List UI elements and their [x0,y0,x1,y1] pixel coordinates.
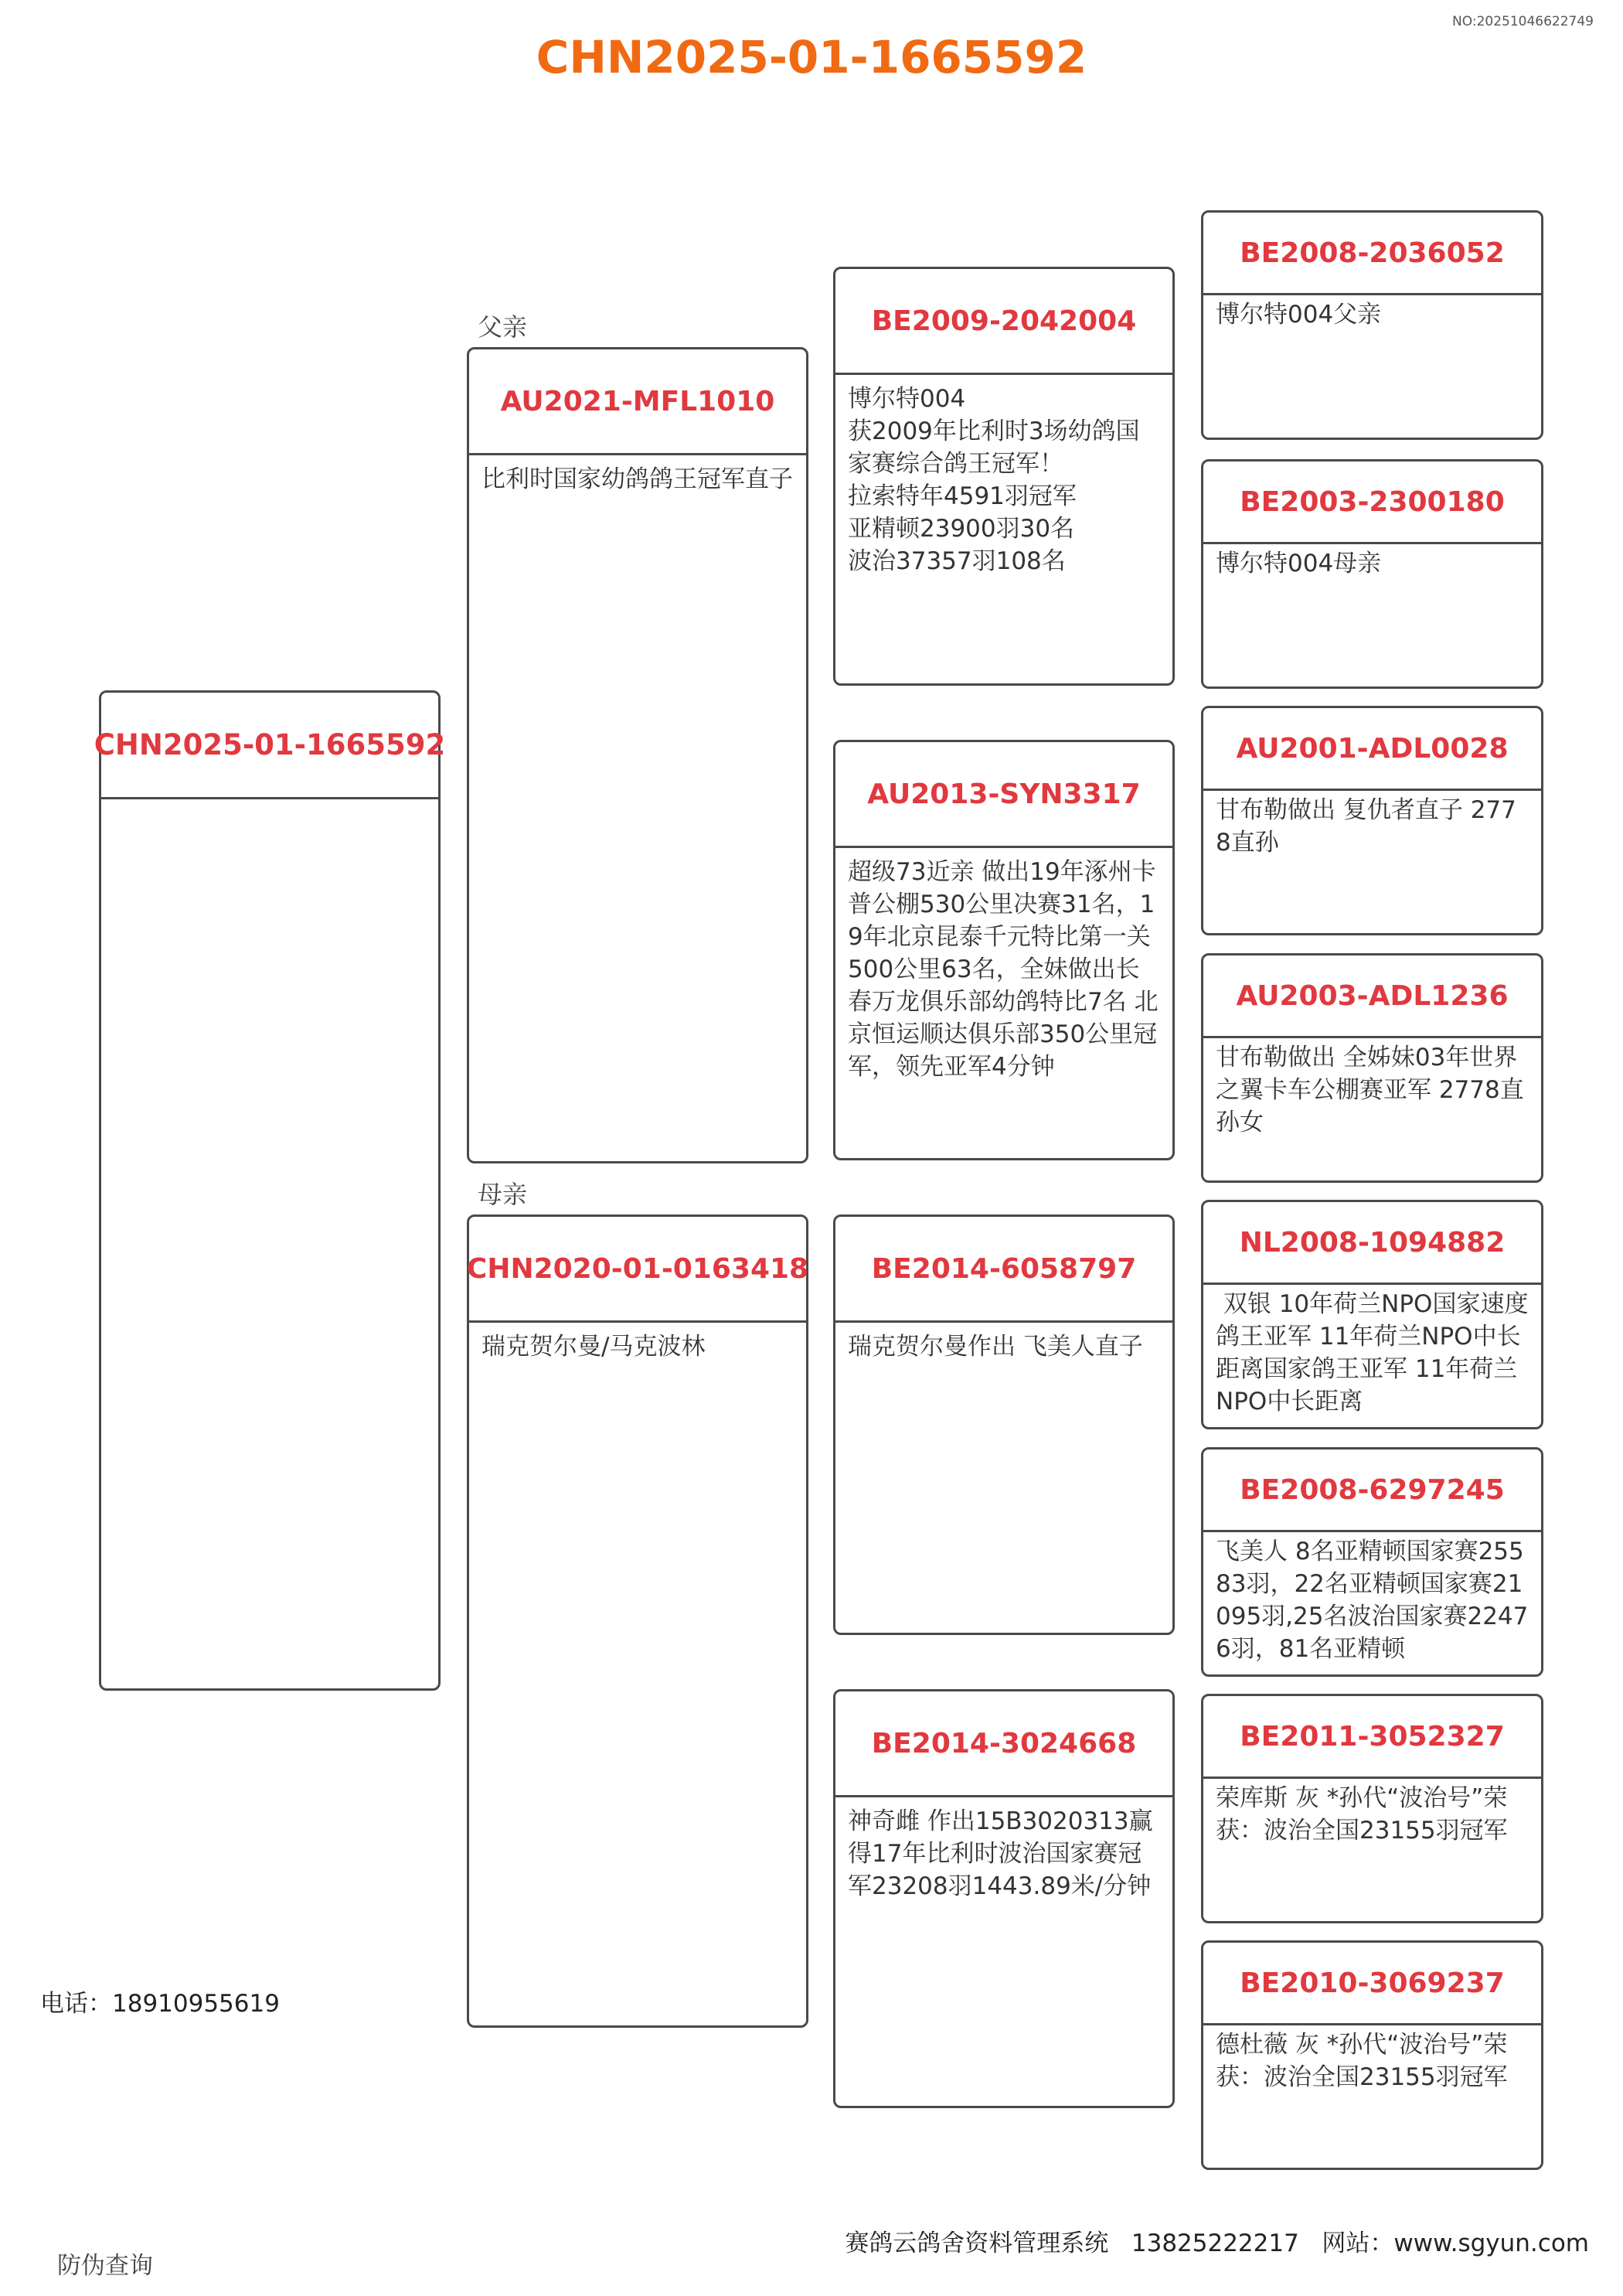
great-grandparent-2-ring-number: BE2003-2300180 [1203,462,1541,544]
contact-phone: 电话：18910955619 [40,1990,280,2018]
anti-counterfeit-link[interactable]: 防伪查询 [57,2252,153,2280]
great-grandparent-1-ring-number: BE2008-2036052 [1203,213,1541,295]
paternal-grandfather-ring-number: BE2009-2042004 [835,269,1172,375]
paternal-grandfather-card [833,267,1175,686]
great-grandparent-7-note: 荣库斯 灰 *孙代“波治号”荣获：波治全国23155羽冠军 [1216,1784,1508,1845]
great-grandparent-card-8 [1201,1940,1543,2170]
maternal-grandmother-note: 神奇雌 作出15B3020313赢得17年比利时波治国家赛冠军23208羽1443.89米/分钟 [848,1807,1153,1900]
paternal-grandmother-note: 超级73近亲 做出19年涿州卡普公棚530公里决赛31名，19年北京昆泰千元特比第一关500公里63名，全妹做出长春万龙俱乐部幼鸽特比7名 北京恒运顺达俱乐部350公里冠军，领先亚军4分钟 [848,858,1159,1081]
great-grandparent-5-ring-number: NL2008-1094882 [1203,1202,1541,1285]
great-grandparent-4-ring-number: AU2003-ADL1236 [1203,956,1541,1038]
great-grandparent-1-note: 博尔特004父亲 [1216,301,1382,329]
great-grandparent-3-ring-number: AU2001-ADL0028 [1203,708,1541,791]
maternal-grandfather-ring-number: BE2014-6058797 [835,1217,1172,1323]
maternal-grandmother-ring-number: BE2014-3024668 [835,1691,1172,1797]
maternal-grandfather-card [833,1214,1175,1635]
great-grandparent-card-5 [1201,1200,1543,1429]
great-grandparent-6-ring-number: BE2008-6297245 [1203,1449,1541,1532]
mother-ring-number: CHN2020-01-0163418 [469,1217,806,1323]
great-grandparent-4-note: 甘布勒做出 全姊妹03年世界之翼卡车公棚赛亚军 2778直孙女 [1216,1044,1524,1136]
great-grandparent-8-note: 德杜薇 灰 *孙代“波治号”荣获：波治全国23155羽冠军 [1216,2031,1508,2091]
maternal-grandmother-card [833,1689,1175,2108]
mother-note: 瑞克贺尔曼/马克波林 [481,1333,706,1361]
page-title: CHN2025-01-1665592 [536,31,1087,83]
great-grandparent-5-note: 双银 10年荷兰NPO国家速度鸽王亚军 11年荷兰NPO中长距离国家鸽王亚军 11年荷兰NPO中长距离 [1216,1290,1529,1415]
mother-card [467,1214,808,2028]
father-label: 父亲 [478,312,528,342]
father-card [467,347,808,1163]
paternal-grandmother-card [833,740,1175,1160]
father-note: 比利时国家幼鸽鸽王冠军直子 [481,465,793,493]
father-ring-number: AU2021-MFL1010 [469,349,806,455]
paternal-grandmother-ring-number: AU2013-SYN3317 [835,742,1172,848]
great-grandparent-card-2 [1201,459,1543,689]
great-grandparent-8-ring-number: BE2010-3069237 [1203,1943,1541,2025]
document-number: NO:20251046622749 [1452,14,1594,29]
great-grandparent-2-note: 博尔特004母亲 [1216,550,1382,577]
great-grandparent-card-4 [1201,953,1543,1183]
subject-card [94,690,446,1691]
great-grandparent-card-1 [1201,210,1543,440]
great-grandparent-6-note: 飞美人 8名亚精顿国家赛25583羽，22名亚精顿国家赛21095羽,25名波治国家赛22476羽，81名亚精顿 [1216,1538,1529,1663]
great-grandparent-7-ring-number: BE2011-3052327 [1203,1696,1541,1779]
great-grandparent-card-6 [1201,1447,1543,1677]
subject-note [101,799,438,807]
great-grandparent-card-7 [1201,1694,1543,1923]
maternal-grandfather-note: 瑞克贺尔曼作出 飞美人直子 [848,1333,1143,1361]
paternal-grandfather-note: 博尔特004 获2009年比利时3场幼鸽国家赛综合鸽王冠军！ 拉索特年4591羽冠军 亚精顿23900羽30名 波治37357羽108名 [848,385,1140,575]
great-grandparent-card-3 [1201,706,1543,935]
footer-info: 赛鸽云鸽舍资料管理系统 13825222217 网站：www.sgyun.com [845,2230,1589,2257]
mother-label: 母亲 [478,1180,528,1209]
subject-ring-number: CHN2025-01-1665592 [101,693,438,799]
great-grandparent-3-note: 甘布勒做出 复仇者直子 2778直孙 [1216,796,1516,857]
